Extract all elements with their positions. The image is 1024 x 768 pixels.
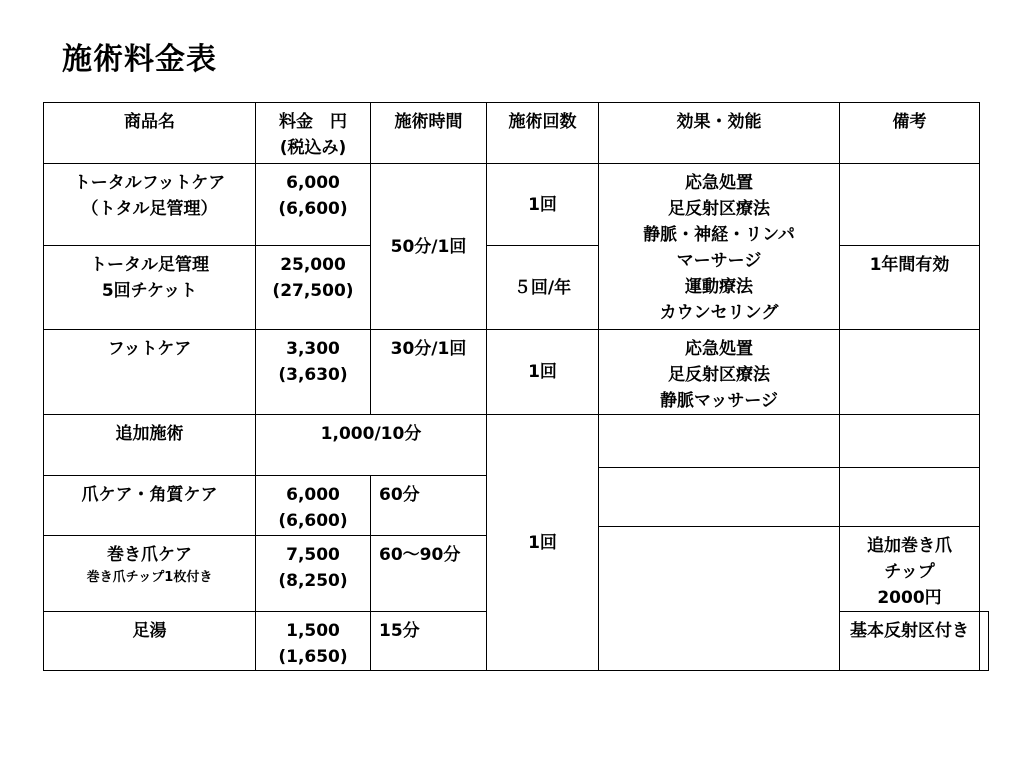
effect-cell: 基本反射区付き (840, 612, 980, 671)
product-cell: 足湯 (44, 612, 256, 671)
remarks-cell: 1年間有効 (840, 246, 980, 330)
effect-cell: 応急処置 足反射区療法 静脈マッサージ (599, 330, 840, 415)
count-cell: ５回/年 (487, 246, 599, 330)
product-cell: 追加施術 (44, 415, 256, 476)
price-table (43, 102, 989, 671)
duration-cell-shared: 50分/1回 (371, 164, 487, 330)
table-row-total-foot-care (44, 164, 989, 246)
product-cell: トータル足管理 5回チケット (44, 246, 256, 330)
header-price: 料金 円 (税込み) (256, 103, 371, 164)
effect-cell (599, 468, 840, 527)
product-cell: 爪ケア・角質ケア (44, 476, 256, 536)
header-duration: 施術時間 (371, 103, 487, 164)
duration-cell: 60分 (371, 476, 487, 536)
count-cell: 1回 (487, 164, 599, 246)
table-row-total-ticket (44, 246, 989, 330)
count-cell-shared: 1回 (487, 415, 599, 671)
duration-cell: 30分/1回 (371, 330, 487, 415)
duration-cell: 60～90分 (371, 535, 487, 612)
remarks-cell: 追加巻き爪 チップ 2000円 (840, 527, 980, 612)
table-row-foot-care (44, 330, 989, 415)
effect-cell-shared: 応急処置 足反射区療法 静脈・神経・リンパ マーサージ 運動療法 カウンセリング (599, 164, 840, 330)
remarks-cell (840, 330, 980, 415)
duration-cell: 15分 (371, 612, 487, 671)
product-cell: フットケア (44, 330, 256, 415)
header-effect: 効果・効能 (599, 103, 840, 164)
table-header-row (44, 103, 989, 164)
page-title: 施術料金表 (62, 42, 217, 77)
header-product: 商品名 (44, 103, 256, 164)
price-duration-cell: 1,000/10分 (256, 415, 487, 476)
count-cell: 1回 (487, 330, 599, 415)
product-cell: トータルフットケア （トタル足管理） (44, 164, 256, 246)
remarks-cell (840, 164, 980, 246)
table-row-extra (44, 415, 989, 468)
price-cell: 3,300 (3,630) (256, 330, 371, 415)
price-cell: 7,500 (8,250) (256, 535, 371, 612)
header-remarks: 備考 (840, 103, 980, 164)
price-cell: 1,500 (1,650) (256, 612, 371, 671)
product-cell: 巻き爪ケア 巻き爪チップ1枚付き (44, 535, 256, 612)
price-cell: 25,000 (27,500) (256, 246, 371, 330)
effect-cell (599, 415, 840, 468)
remarks-cell (980, 612, 989, 671)
effect-cell (599, 527, 840, 671)
header-count: 施術回数 (487, 103, 599, 164)
remarks-cell (840, 468, 980, 527)
price-cell: 6,000 (6,600) (256, 164, 371, 246)
price-cell: 6,000 (6,600) (256, 476, 371, 536)
remarks-cell (840, 415, 980, 468)
